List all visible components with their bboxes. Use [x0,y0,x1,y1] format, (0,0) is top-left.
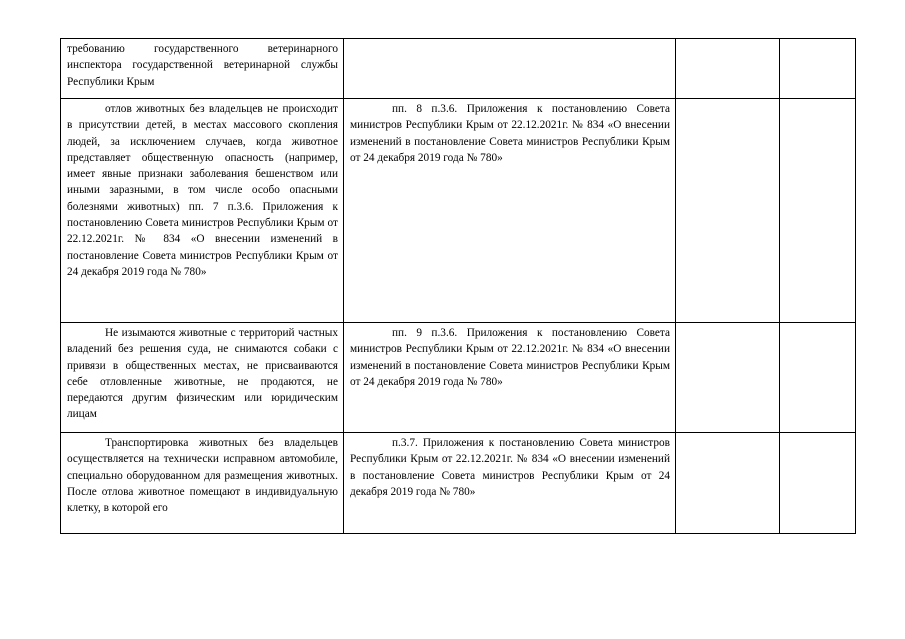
requirement-cell: требованию государственного ветеринарного инспектора государственной ветеринарной службы Республики Крым [61,39,344,99]
empty-cell [676,99,780,323]
requirement-cell: отлов животных без владельцев не происходит в присутствии детей, в местах массового скопления людей, за исключением случаев, когда животное представляет общественную опасность (например, имеет явные признаки заболевания бешенством или иными заразными, в том числе особо опасными болезнями животных) пп. 7 п.3.6. Приложения к постановлению Совета министров Республики Крым от 22.12.2021г. № 834 «О внесении изменений в постановление Совета министров Республики Крым от 24 декабря 2019 года № 780» [61,99,344,323]
requirement-cell: Транспортировка животных без владельцев осуществляется на технически исправном автомобиле, специально оборудованном для размещения животных. После отлова животное помещают в индивидуальную клетку, в которой его [61,433,344,534]
reference-cell: пп. 9 п.3.6. Приложения к постановлению Совета министров Республики Крым от 22.12.2021г. № 834 «О внесении изменений в постановление Совета министров Республики Крым от 24 декабря 2019 года № 780» [344,323,676,433]
reference-cell [344,39,676,99]
empty-cell [676,323,780,433]
empty-cell [676,433,780,534]
empty-cell [780,433,856,534]
empty-cell [676,39,780,99]
table-row [61,39,856,99]
empty-cell [780,99,856,323]
reference-cell: пп. 8 п.3.6. Приложения к постановлению Совета министров Республики Крым от 22.12.2021г. № 834 «О внесении изменений в постановление Совета министров Республики Крым от 24 декабря 2019 года № 780» [344,99,676,323]
table-row [61,323,856,433]
reference-cell: п.3.7. Приложения к постановлению Совета министров Республики Крым от 22.12.2021г. № 834 «О внесении изменений в постановление Совета министров Республики Крым от 24 декабря 2019 года № 780» [344,433,676,534]
table-row [61,433,856,534]
checklist-table [60,38,856,534]
table-row [61,99,856,323]
empty-cell [780,323,856,433]
empty-cell [780,39,856,99]
requirement-cell: Не изымаются животные с территорий частных владений без решения суда, не снимаются собаки с привязи в общественных местах, не присваиваются себе отловленные животные, не продаются, не передаются другим физическим или юридическим лицам [61,323,344,433]
